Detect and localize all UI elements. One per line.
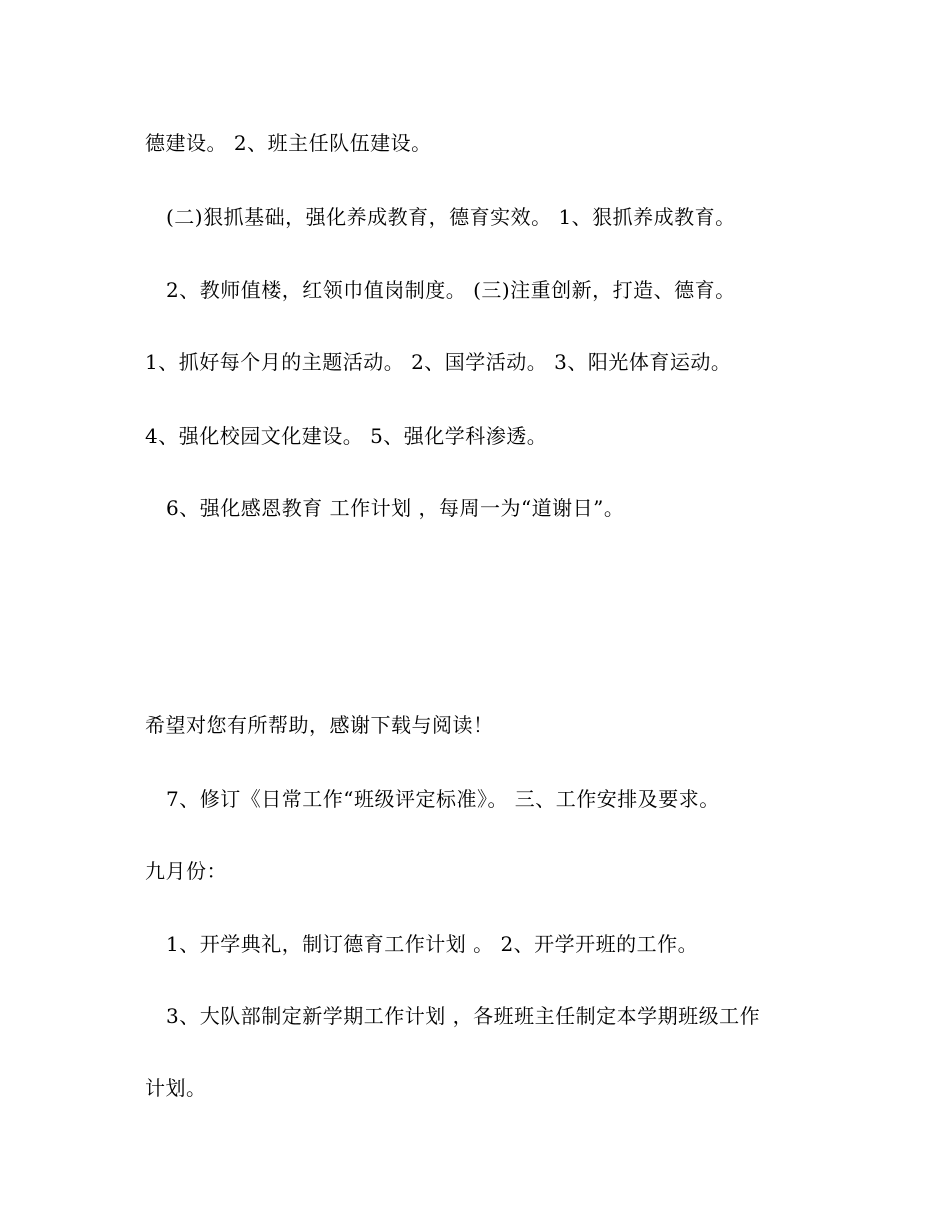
text-line: (二)狠抓基础，强化养成教育，德育实效。 1、狠抓养成教育。: [166, 205, 736, 229]
text-line: 德建设。 2、班主任队伍建设。: [145, 131, 432, 155]
text-line: 3、大队部制定新学期工作计划 ，各班班主任制定本学期班级工作: [166, 1004, 761, 1028]
closing-note: 希望对您有所帮助，感谢下载与阅读！: [145, 713, 494, 737]
text-line: 1、开学典礼，制订德育工作计划 。 2、开学开班的工作。: [166, 932, 699, 956]
text-line: 计划。: [145, 1076, 207, 1100]
text-line: 4、强化校园文化建设。 5、强化学科渗透。: [145, 424, 548, 448]
text-line: 1、抓好每个月的主题活动。 2、国学活动。 3、阳光体育运动。: [145, 350, 732, 374]
section-heading: 九月份：: [145, 859, 227, 883]
text-line: 7、修订《日常工作“班级评定标准》。 三、工作安排及要求。: [166, 787, 720, 811]
text-line: 2、教师值楼，红领巾值岗制度。 (三)注重创新，打造、德育。: [166, 278, 736, 302]
text-line: 6、强化感恩教育 工作计划 ，每周一为“道谢日”。: [166, 496, 625, 520]
